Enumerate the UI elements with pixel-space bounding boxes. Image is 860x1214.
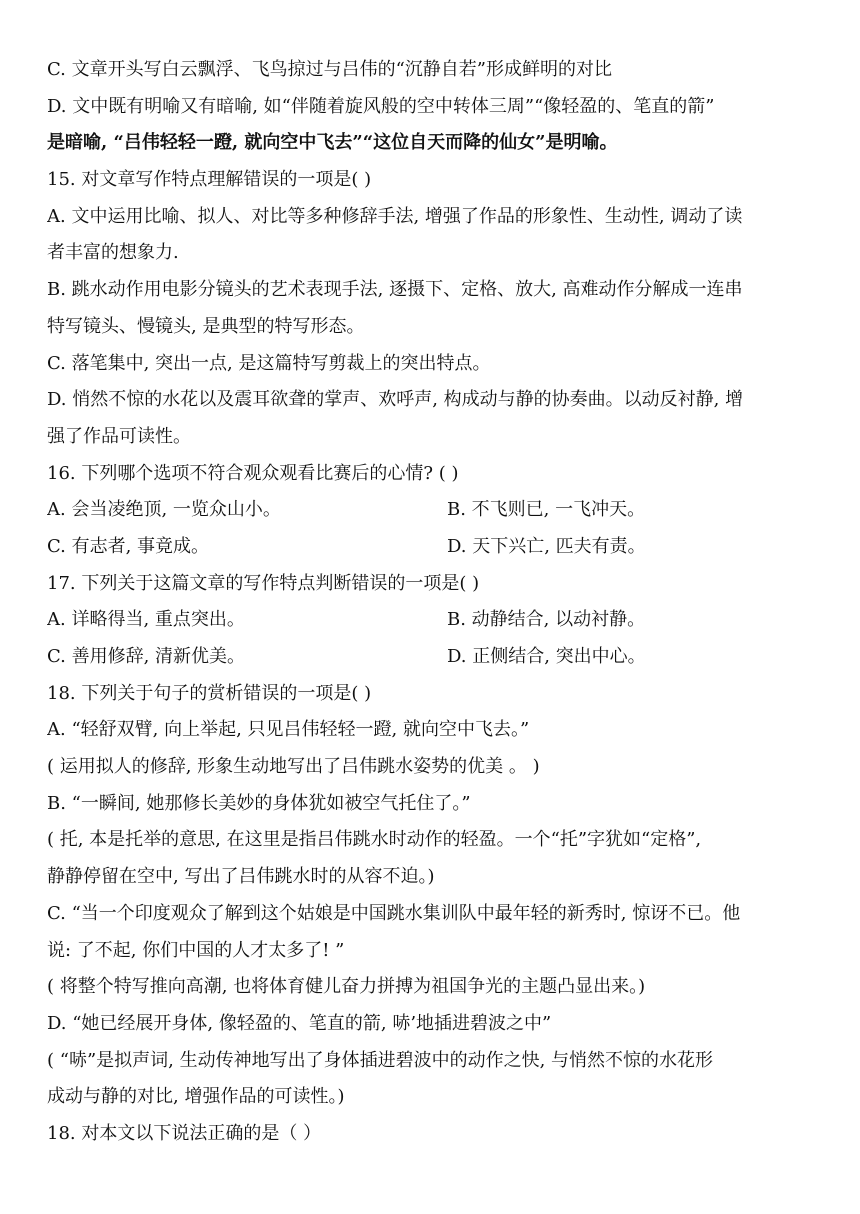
q18a-option-b-note-line1: ( 托, 本是托举的意思, 在这里是指吕伟跳水时动作的轻盈。一个“托”字犹如“定格”, [47,829,702,851]
q18a-option-d-quote: D. “她已经展开身体, 像轻盈的、笔直的箭, 哧’地插进碧波之中” [47,1012,552,1034]
question-content [47,52,813,1153]
q18a-option-c-quote-line2: 说: 了不起, 你们中国的人才太多了! ” [47,939,345,961]
q16-option-a: A. 会当凌绝顶, 一览众山小。 [47,499,281,521]
q16-options-row-2 [47,529,813,566]
q18a-option-a-quote: A. “轻舒双臂, 向上举起, 只见吕伟轻轻一蹬, 就向空中飞去。” [47,719,530,741]
q18a-question: 18. 下列关于句子的赏析错误的一项是( ) [47,682,372,704]
q18a-option-d-note-line1: ( “哧”是拟声词, 生动传神地写出了身体插进碧波中的动作之快, 与悄然不惊的水花形 [47,1049,714,1071]
q16-option-c: C. 有志者, 事竟成。 [47,535,210,557]
q16-question: 16. 下列哪个选项不符合观众观看比赛后的心情? ( ) [47,462,459,484]
q18a-option-d-note-line2: 成动与静的对比, 增强作品的可读性。) [47,1086,345,1108]
q18a-option-a-note: ( 运用拟人的修辞, 形象生动地写出了吕伟跳水姿势的优美 。 ) [47,756,540,778]
q15-option-c: C. 落笔集中, 突出一点, 是这篇特写剪裁上的突出特点。 [47,352,491,374]
q15-option-a-line1: A. 文中运用比喻、拟人、对比等多种修辞手法, 增强了作品的形象性、生动性, 调动了读 [47,205,743,227]
q18a-option-b-quote: B. “一瞬间, 她那修长美妙的身体犹如被空气托住了。” [47,792,471,814]
q14-option-d-line2: 是暗喻, “吕伟轻轻一蹬, 就向空中飞去”“这位自天而降的仙女”是明喻。 [47,132,618,154]
q16-option-b: B. 不飞则已, 一飞冲天。 [447,499,646,521]
q17-option-c: C. 善用修辞, 清新优美。 [47,646,246,667]
q16-options-row-1 [47,492,813,529]
q17-options-row-1 [47,602,813,639]
q18a-option-c-note: ( 将整个特写推向高潮, 也将体育健儿奋力拼搏为祖国争光的主题凸显出来。) [47,976,646,998]
q16-option-d: D. 天下兴亡, 匹夫有责。 [447,535,646,557]
q15-question: 15. 对文章写作特点理解错误的一项是( ) [47,169,372,191]
q17-option-b: B. 动静结合, 以动衬静。 [447,609,646,631]
q15-option-a-line2: 者丰富的想象力. [47,242,179,264]
q15-option-b-line2: 特写镜头、慢镜头, 是典型的特写形态。 [47,315,365,337]
q17-option-a: A. 详略得当, 重点突出。 [47,609,245,631]
q17-option-d: D. 正侧结合, 突出中心。 [447,646,646,667]
q17-options-row-2 [47,639,813,676]
q18a-option-c-quote-line1: C. “当一个印度观众了解到这个姑娘是中国跳水集训队中最年轻的新秀时, 惊讶不已。他 [47,902,741,924]
q15-option-d-line1: D. 悄然不惊的水花以及震耳欲聋的掌声、欢呼声, 构成动与静的协奏曲。以动反衬静, 增 [47,389,744,411]
q15-option-b-line1: B. 跳水动作用电影分镜头的艺术表现手法, 逐摄下、定格、放大, 高难动作分解成一连串 [47,279,743,301]
q18a-option-b-note-line2: 静静停留在空中, 写出了吕伟跳水时的从容不迫。) [47,866,435,888]
q17-question: 17. 下列关于这篇文章的写作特点判断错误的一项是( ) [47,572,480,594]
q14-option-d-line1: D. 文中既有明喻又有暗喻, 如“伴随着旋风般的空中转体三周”“像轻盈的、笔直的箭” [47,95,715,117]
q14-option-c: C. 文章开头写白云飘浮、飞鸟掠过与吕伟的“沉静自若”形成鲜明的对比 [47,59,612,80]
q18b-question: 18. 对本文以下说法正确的是（ ） [47,1122,322,1144]
q15-option-d-line2: 强了作品可读性。 [47,425,191,447]
